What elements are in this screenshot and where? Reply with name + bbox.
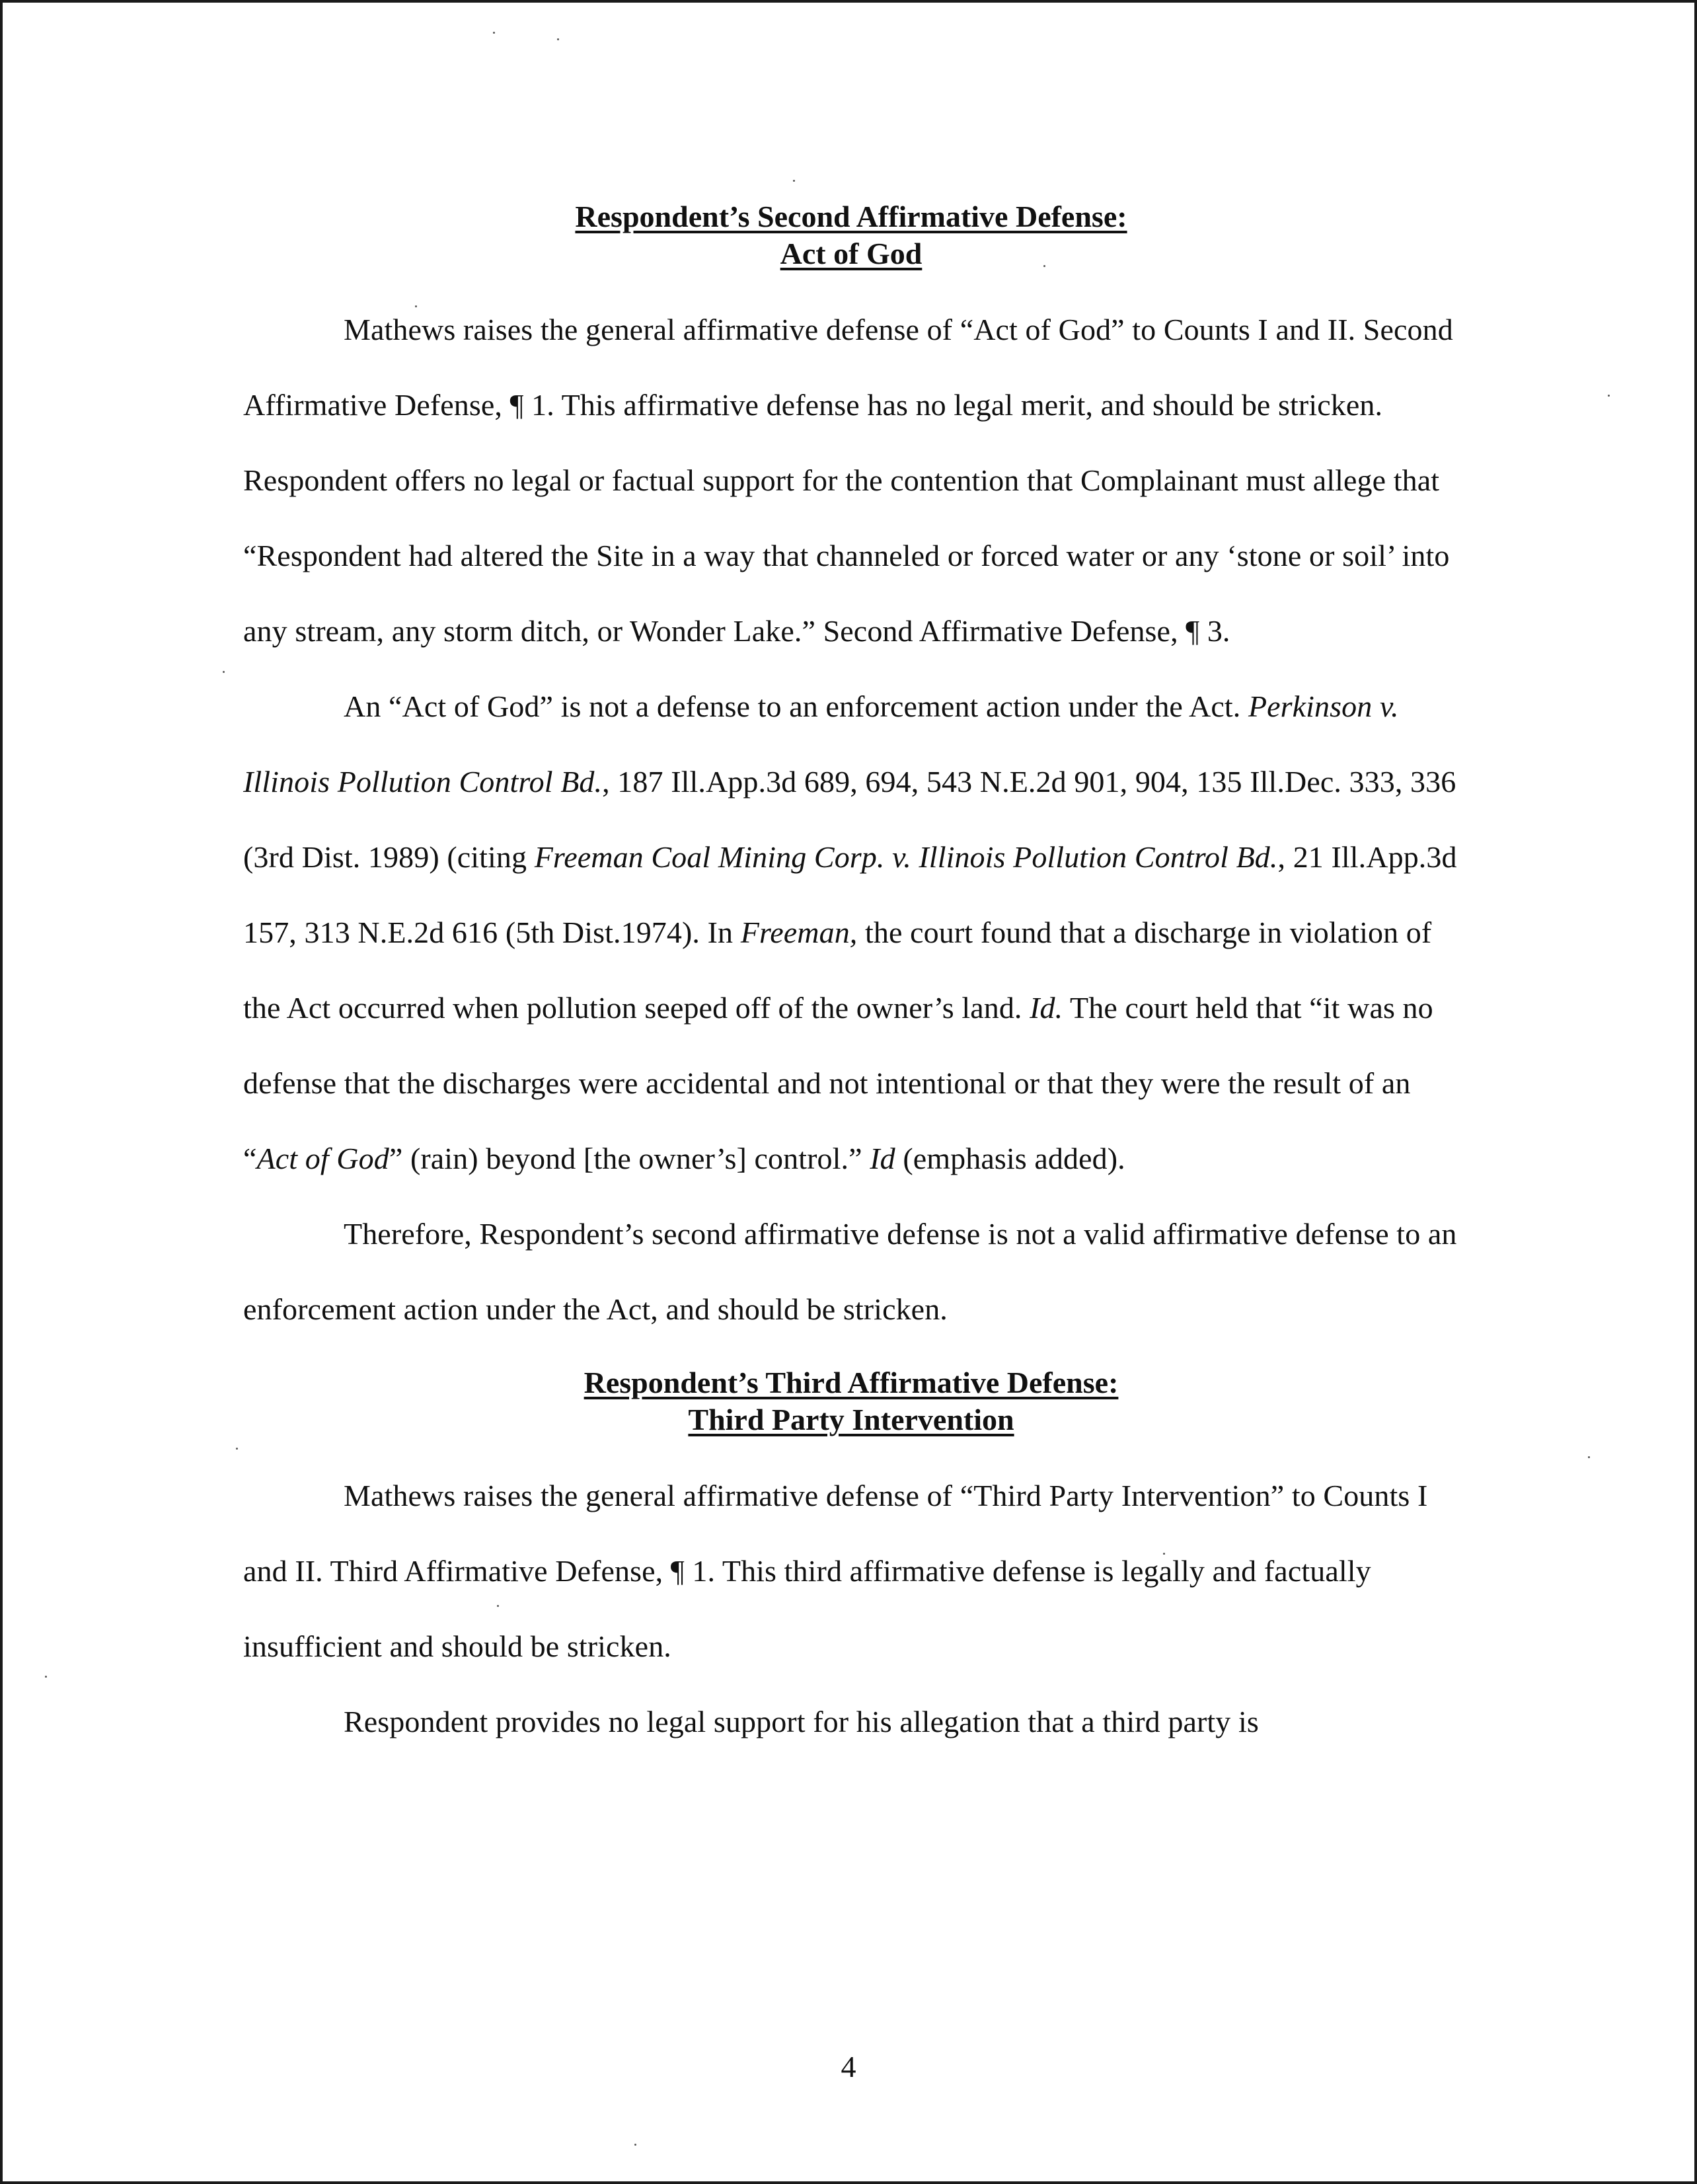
text-run: , 21 Ill.App.3d 157, 313 N.E.2d 616 (5th Dist.1974). In bbox=[243, 840, 1457, 949]
scan-speck bbox=[634, 2144, 636, 2146]
paragraph: Mathews raises the general affirmative defense of “Act of God” to Counts I and II. Second Affirmative Defense, ¶ 1. This affirmative defense has no legal merit, and should be stricken. Respondent offers no legal or factual support for the contention that Complainant must allege that “Respondent had altered the Site in a way that channeled or forced water or any ‘stone or soil’ into any stream, any storm ditch, or Wonder Lake.” Second Affirmative Defense, ¶ 3. bbox=[243, 313, 1453, 648]
paragraph: Respondent provides no legal support for his allegation that a third party is bbox=[344, 1705, 1259, 1738]
scan-speck bbox=[1608, 395, 1610, 397]
paragraph: Mathews raises the general affirmative defense of “Third Party Intervention” to Counts I and II. Third Affirmative Defense, ¶ 1. This third affirmative defense is legally and factually insufficient and should be stricken. bbox=[243, 1479, 1428, 1663]
text-run: The court held that “it was no defense that the discharges were accidental and not intentional or that they were the result of an “ bbox=[243, 991, 1433, 1175]
citation-id: Id bbox=[870, 1142, 895, 1175]
section-heading-line2: Act of God bbox=[780, 237, 923, 270]
scan-speck bbox=[793, 180, 795, 182]
section-heading-line2: Third Party Intervention bbox=[688, 1403, 1014, 1436]
page-number: 4 bbox=[841, 2050, 856, 2084]
scan-speck bbox=[557, 38, 559, 40]
text-run: An “Act of God” is not a defense to an enforcement action under the Act. bbox=[344, 689, 1248, 723]
emphasis: Act of God bbox=[256, 1142, 389, 1175]
text-run: ” (rain) beyond [the owner’s] control.” bbox=[389, 1142, 870, 1175]
scan-speck bbox=[236, 1448, 238, 1450]
scan-speck bbox=[223, 671, 225, 673]
scan-speck bbox=[45, 1676, 47, 1678]
paragraph: Therefore, Respondent’s second affirmative defense is not a valid affirmative defense to an enforcement action under the Act, and should be stricken. bbox=[243, 1217, 1457, 1326]
case-name: Freeman, bbox=[740, 916, 858, 949]
section-heading-second-defense bbox=[243, 198, 1459, 272]
section-heading-line1: Respondent’s Second Affirmative Defense: bbox=[575, 200, 1127, 233]
scan-speck bbox=[1588, 1456, 1590, 1458]
text-run: (emphasis added). bbox=[895, 1142, 1125, 1175]
section-heading-line1: Respondent’s Third Affirmative Defense: bbox=[584, 1366, 1119, 1399]
text-run: the court found that a discharge in violation of the Act occurred when pollution seeped off of the owner’s land. bbox=[243, 916, 1432, 1025]
scan-speck bbox=[493, 32, 495, 34]
paragraph-citation bbox=[243, 669, 1459, 1196]
citation-id: Id. bbox=[1030, 991, 1063, 1025]
document-body bbox=[243, 198, 1459, 1760]
case-name: Freeman Coal Mining Corp. v. Illinois Pollution Control Bd. bbox=[534, 840, 1278, 874]
case-name: Perkinson v. Illinois Pollution Control Bd. bbox=[243, 689, 1399, 799]
text-run: , 187 Ill.App.3d 689, 694, 543 N.E.2d 901, 904, 135 Ill.Dec. 333, 336 (3rd Dist. 1989) (citing bbox=[243, 765, 1456, 874]
section-heading-third-defense bbox=[243, 1364, 1459, 1438]
